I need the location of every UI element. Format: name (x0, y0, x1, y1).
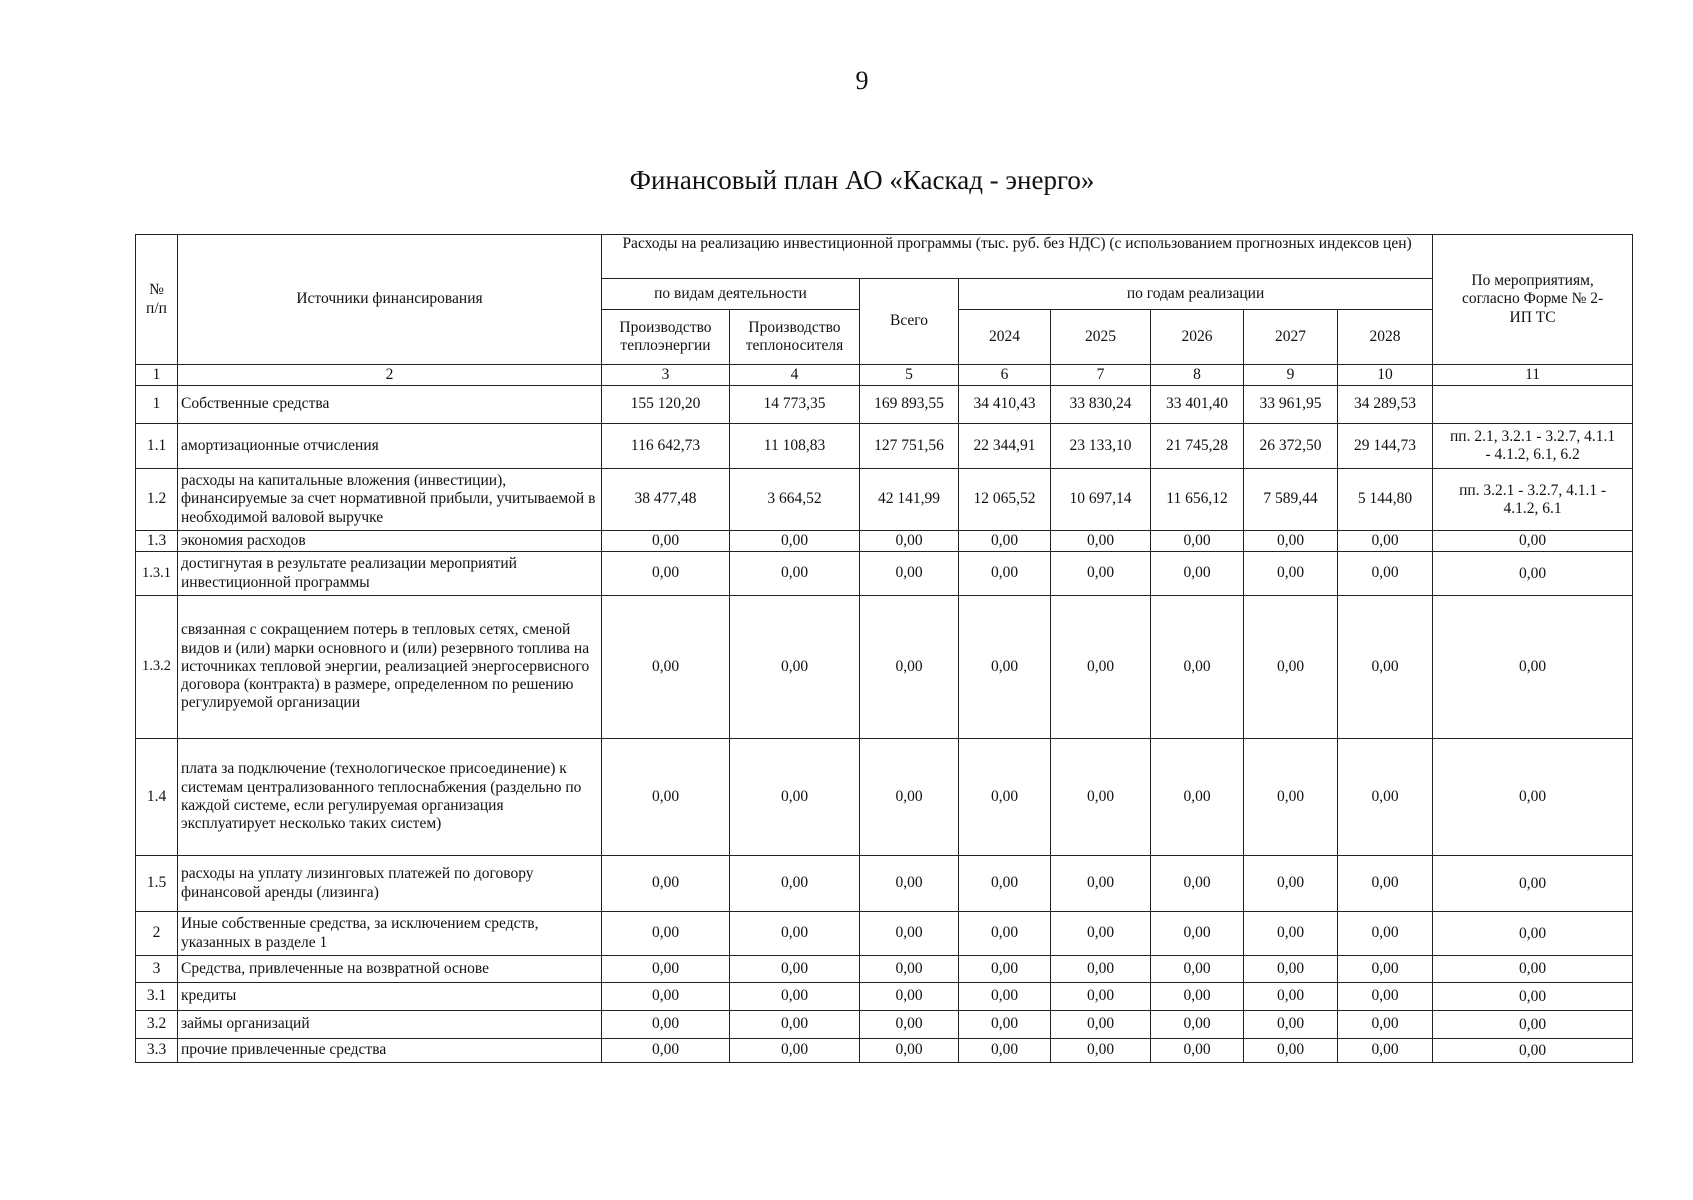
row-number: 2 (136, 912, 178, 956)
row-value: 0,00 (1151, 1011, 1244, 1039)
row-value: 29 144,73 (1338, 424, 1433, 469)
row-value: 21 745,28 (1151, 424, 1244, 469)
header-year: 2026 (1151, 310, 1244, 365)
table-row (136, 424, 1633, 469)
header-source: Источники финансирования (178, 235, 602, 365)
row-value: 23 133,10 (1051, 424, 1151, 469)
table-row (136, 1011, 1633, 1039)
row-number: 1.5 (136, 856, 178, 912)
row-value: 33 401,40 (1151, 386, 1244, 424)
row-value: 0,00 (1338, 856, 1433, 912)
row-value: 0,00 (1051, 856, 1151, 912)
row-value: 14 773,35 (730, 386, 860, 424)
column-number: 10 (1338, 365, 1433, 386)
row-value: 7 589,44 (1244, 469, 1338, 531)
row-value: 0,00 (860, 1039, 959, 1063)
row-value: 0,00 (602, 552, 730, 596)
row-value: 0,00 (959, 856, 1051, 912)
row-value: 0,00 (1338, 739, 1433, 856)
row-number: 1.3.2 (136, 596, 178, 739)
row-value: 0,00 (1151, 983, 1244, 1011)
header-by-events: По мероприятиям, согласно Форме № 2-ИП ТС (1433, 235, 1633, 365)
header-year: 2024 (959, 310, 1051, 365)
row-source: экономия расходов (178, 531, 602, 552)
row-value: 0,00 (730, 1039, 860, 1063)
row-value: 0,00 (1051, 596, 1151, 739)
header-by-year: по годам реализации (959, 279, 1433, 310)
row-value: 0,00 (602, 856, 730, 912)
column-number: 8 (1151, 365, 1244, 386)
row-value: 0,00 (1051, 552, 1151, 596)
row-value: 0,00 (1244, 531, 1338, 552)
table-row (136, 956, 1633, 983)
row-value: 26 372,50 (1244, 424, 1338, 469)
row-value: 0,00 (959, 531, 1051, 552)
header-by-activity: по видам деятельности (602, 279, 860, 310)
row-value: 0,00 (1244, 956, 1338, 983)
row-value: 0,00 (1244, 739, 1338, 856)
row-number: 3.1 (136, 983, 178, 1011)
column-number: 7 (1051, 365, 1151, 386)
row-value: 0,00 (959, 1011, 1051, 1039)
row-value: 0,00 (730, 531, 860, 552)
header-total: Всего (860, 279, 959, 365)
row-event-reference: 0,00 (1433, 1039, 1633, 1063)
row-value: 0,00 (602, 1011, 730, 1039)
row-event-reference: пп. 2.1, 3.2.1 - 3.2.7, 4.1.1 - 4.1.2, 6.1, 6.2 (1433, 424, 1633, 469)
row-value: 0,00 (1338, 1039, 1433, 1063)
column-number: 5 (860, 365, 959, 386)
row-value: 0,00 (730, 956, 860, 983)
column-number: 6 (959, 365, 1051, 386)
row-source: займы организаций (178, 1011, 602, 1039)
row-value: 0,00 (730, 1011, 860, 1039)
row-value: 0,00 (959, 1039, 1051, 1063)
row-value: 0,00 (730, 596, 860, 739)
row-value: 33 830,24 (1051, 386, 1151, 424)
row-event-reference: 0,00 (1433, 956, 1633, 983)
column-number: 11 (1433, 365, 1633, 386)
row-source: Иные собственные средства, за исключением средств, указанных в разделе 1 (178, 912, 602, 956)
header-expenses: Расходы на реализацию инвестиционной программы (тыс. руб. без НДС) (с использованием прогнозных индексов цен) (602, 235, 1433, 279)
row-value: 0,00 (730, 983, 860, 1011)
row-event-reference: 0,00 (1433, 552, 1633, 596)
row-value: 0,00 (1151, 531, 1244, 552)
header-year: 2027 (1244, 310, 1338, 365)
row-value: 0,00 (1338, 983, 1433, 1011)
row-value: 127 751,56 (860, 424, 959, 469)
row-number: 1.1 (136, 424, 178, 469)
row-source: амортизационные отчисления (178, 424, 602, 469)
row-value: 0,00 (1244, 912, 1338, 956)
row-event-reference: 0,00 (1433, 739, 1633, 856)
row-value: 0,00 (602, 531, 730, 552)
row-value: 34 410,43 (959, 386, 1051, 424)
row-number: 1.3.1 (136, 552, 178, 596)
row-value: 0,00 (1151, 596, 1244, 739)
row-value: 0,00 (1151, 1039, 1244, 1063)
row-number: 3.2 (136, 1011, 178, 1039)
row-value: 0,00 (1338, 596, 1433, 739)
header-year: 2025 (1051, 310, 1151, 365)
row-value: 0,00 (860, 1011, 959, 1039)
column-number: 1 (136, 365, 178, 386)
table-row (136, 983, 1633, 1011)
row-value: 0,00 (1051, 912, 1151, 956)
header-num: № п/п (136, 235, 178, 365)
row-value: 0,00 (860, 912, 959, 956)
table-row (136, 1039, 1633, 1063)
row-source: кредиты (178, 983, 602, 1011)
table-row (136, 552, 1633, 596)
row-value: 0,00 (959, 739, 1051, 856)
row-source: связанная с сокращением потерь в тепловых сетях, сменой видов и (или) марки основного и (или) резервного топлива на источниках тепловой энергии, реализацией энергосервисного договора (контракта) в размере, определенном по решению регулируемой организации (178, 596, 602, 739)
row-value: 12 065,52 (959, 469, 1051, 531)
row-value: 0,00 (1051, 739, 1151, 856)
row-value: 10 697,14 (1051, 469, 1151, 531)
row-value: 0,00 (1338, 531, 1433, 552)
row-value: 0,00 (1151, 956, 1244, 983)
row-event-reference (1433, 386, 1633, 424)
row-event-reference: 0,00 (1433, 596, 1633, 739)
row-value: 34 289,53 (1338, 386, 1433, 424)
table-row (136, 469, 1633, 531)
row-value: 0,00 (1051, 983, 1151, 1011)
row-value: 0,00 (860, 956, 959, 983)
row-value: 0,00 (1051, 1011, 1151, 1039)
row-value: 0,00 (602, 956, 730, 983)
column-number: 9 (1244, 365, 1338, 386)
row-value: 0,00 (602, 983, 730, 1011)
row-source: Средства, привлеченные на возвратной основе (178, 956, 602, 983)
row-source: расходы на капитальные вложения (инвестиции), финансируемые за счет нормативной прибыли, учитываемой в необходимой валовой выручке (178, 469, 602, 531)
row-event-reference: 0,00 (1433, 856, 1633, 912)
row-number: 1 (136, 386, 178, 424)
table-row (136, 912, 1633, 956)
header-heat-production: Производство теплоэнергии (602, 310, 730, 365)
row-source: прочие привлеченные средства (178, 1039, 602, 1063)
row-value: 0,00 (1244, 983, 1338, 1011)
row-value: 0,00 (730, 552, 860, 596)
row-value: 42 141,99 (860, 469, 959, 531)
row-value: 33 961,95 (1244, 386, 1338, 424)
row-value: 0,00 (1244, 856, 1338, 912)
row-value: 0,00 (860, 983, 959, 1011)
row-event-reference: пп. 3.2.1 - 3.2.7, 4.1.1 - 4.1.2, 6.1 (1433, 469, 1633, 531)
page-number: 9 (855, 66, 869, 95)
row-value: 0,00 (602, 1039, 730, 1063)
row-value: 11 656,12 (1151, 469, 1244, 531)
row-value: 0,00 (1244, 1039, 1338, 1063)
row-value: 0,00 (730, 856, 860, 912)
row-value: 0,00 (1338, 1011, 1433, 1039)
row-value: 0,00 (1151, 739, 1244, 856)
header-year: 2028 (1338, 310, 1433, 365)
row-event-reference: 0,00 (1433, 531, 1633, 552)
document-title: Финансовый план АО «Каскад - энерго» (629, 165, 1095, 195)
row-value: 169 893,55 (860, 386, 959, 424)
row-value: 0,00 (1244, 596, 1338, 739)
row-value: 0,00 (730, 912, 860, 956)
row-value: 0,00 (1151, 856, 1244, 912)
row-event-reference: 0,00 (1433, 983, 1633, 1011)
row-value: 0,00 (959, 596, 1051, 739)
row-value: 0,00 (1244, 552, 1338, 596)
row-value: 0,00 (860, 739, 959, 856)
table-row (136, 739, 1633, 856)
row-value: 0,00 (1151, 552, 1244, 596)
row-value: 38 477,48 (602, 469, 730, 531)
row-value: 0,00 (959, 912, 1051, 956)
row-value: 116 642,73 (602, 424, 730, 469)
row-value: 0,00 (860, 596, 959, 739)
row-number: 3 (136, 956, 178, 983)
row-number: 3.3 (136, 1039, 178, 1063)
table-row (136, 856, 1633, 912)
financial-plan-table (135, 234, 1633, 1063)
row-value: 0,00 (1051, 1039, 1151, 1063)
table-row (136, 596, 1633, 739)
row-value: 0,00 (602, 912, 730, 956)
table-row (136, 531, 1633, 552)
row-source: плата за подключение (технологическое присоединение) к системам централизованного теплоснабжения (раздельно по каждой системе, если регулируемая организация эксплуатирует несколько таких систем) (178, 739, 602, 856)
row-value: 0,00 (860, 552, 959, 596)
row-source: достигнутая в результате реализации мероприятий инвестиционной программы (178, 552, 602, 596)
row-event-reference: 0,00 (1433, 912, 1633, 956)
row-number: 1.3 (136, 531, 178, 552)
row-value: 0,00 (1051, 956, 1151, 983)
column-number: 4 (730, 365, 860, 386)
row-value: 0,00 (959, 956, 1051, 983)
row-source: расходы на уплату лизинговых платежей по договору финансовой аренды (лизинга) (178, 856, 602, 912)
row-value: 0,00 (730, 739, 860, 856)
row-value: 0,00 (602, 596, 730, 739)
row-value: 0,00 (1051, 531, 1151, 552)
row-value: 0,00 (959, 552, 1051, 596)
table-row (136, 386, 1633, 424)
row-event-reference: 0,00 (1433, 1011, 1633, 1039)
column-number: 3 (602, 365, 730, 386)
column-number: 2 (178, 365, 602, 386)
header-carrier-production: Производство теплоносителя (730, 310, 860, 365)
row-value: 0,00 (860, 856, 959, 912)
row-number: 1.4 (136, 739, 178, 856)
row-value: 0,00 (1151, 912, 1244, 956)
row-value: 0,00 (860, 531, 959, 552)
row-value: 155 120,20 (602, 386, 730, 424)
row-value: 11 108,83 (730, 424, 860, 469)
row-value: 3 664,52 (730, 469, 860, 531)
row-number: 1.2 (136, 469, 178, 531)
row-source: Собственные средства (178, 386, 602, 424)
row-value: 0,00 (1338, 956, 1433, 983)
row-value: 22 344,91 (959, 424, 1051, 469)
row-value: 0,00 (1338, 912, 1433, 956)
row-value: 0,00 (1338, 552, 1433, 596)
row-value: 0,00 (959, 983, 1051, 1011)
row-value: 0,00 (1244, 1011, 1338, 1039)
row-value: 0,00 (602, 739, 730, 856)
row-value: 5 144,80 (1338, 469, 1433, 531)
